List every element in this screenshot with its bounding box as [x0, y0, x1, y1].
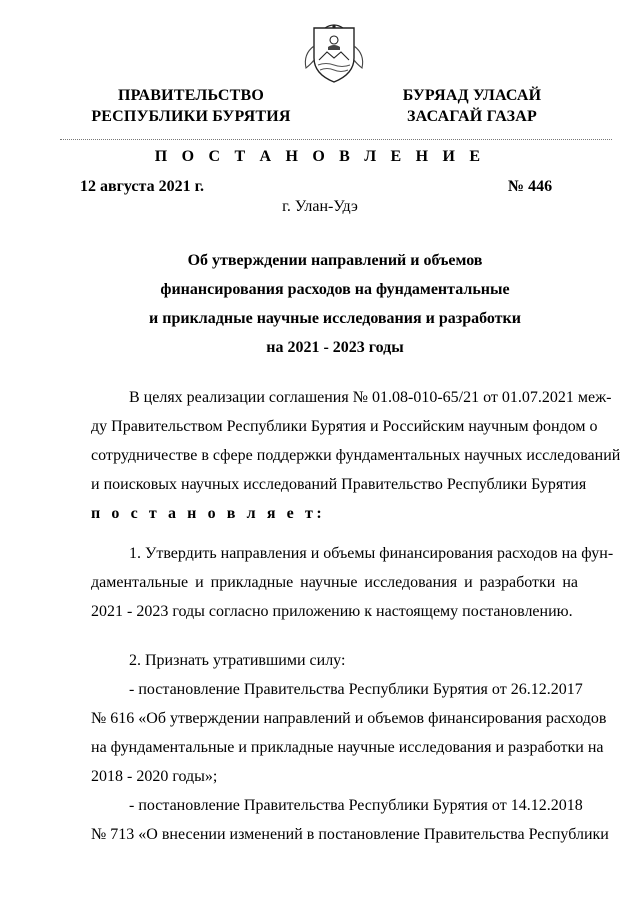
coat-of-arms-icon	[297, 24, 371, 84]
title-line: Об утверждении направлений и объемов	[187, 252, 483, 269]
header-divider	[60, 139, 612, 140]
document-title	[120, 246, 550, 362]
decree-word: п о с т а н о в л я е т:	[91, 505, 326, 522]
document-date: 12 августа 2021 г.	[80, 178, 205, 195]
clause-2	[91, 646, 609, 849]
text-line: № 616 «Об утверждении направлений и объемов финансирования расходов	[91, 710, 607, 727]
text-line: - постановление Правительства Республики Бурятия от 26.12.2017	[129, 681, 583, 698]
issuer-line: ЗАСАГАЙ ГАЗАР	[407, 108, 537, 125]
title-line: финансирования расходов на фундаментальные	[160, 281, 510, 298]
text-line: 1. Утвердить направления и объемы финансирования расходов на фун-	[129, 545, 614, 562]
issuer-line: БУРЯАД УЛАСАЙ	[402, 87, 542, 104]
text-line: В целях реализации соглашения № 01.08-010-65/21 от 01.07.2021 меж-	[129, 389, 612, 406]
document-type: П О С Т А Н О В Л Е Н И Е	[154, 148, 486, 165]
issuer-line: ПРАВИТЕЛЬСТВО	[117, 87, 265, 104]
text-line: № 713 «О внесении изменений в постановление Правительства Республики	[91, 826, 609, 843]
text-line: 2021 - 2023 годы согласно приложению к настоящему постановлению.	[91, 603, 573, 620]
text-line: и поисковых научных исследований Правительство Республики Бурятия	[91, 476, 587, 493]
issuer-name-russian	[82, 85, 300, 127]
clause-1	[91, 539, 614, 626]
preamble-paragraph	[91, 383, 621, 528]
document-number: № 446	[508, 178, 553, 195]
text-line: даментальные и прикладные научные исследования и разработки на	[91, 574, 578, 591]
text-line: 2. Признать утратившими силу:	[129, 652, 346, 669]
text-line: сотрудничестве в сфере поддержки фундаментальных научных исследований	[91, 447, 621, 464]
text-line: ду Правительством Республики Бурятия и Российским научным фондом о	[91, 418, 598, 435]
title-line: на 2021 - 2023 годы	[266, 339, 404, 356]
issuer-name-buryat	[398, 85, 546, 127]
document-city: г. Улан-Удэ	[282, 198, 358, 215]
issuer-line: РЕСПУБЛИКИ БУРЯТИЯ	[91, 108, 291, 125]
text-line: 2018 - 2020 годы»;	[91, 768, 218, 785]
title-line: и прикладные научные исследования и разработки	[149, 310, 521, 327]
text-line: на фундаментальные и прикладные научные исследования и разработки на	[91, 739, 604, 756]
text-line: - постановление Правительства Республики Бурятия от 14.12.2018	[129, 797, 583, 814]
